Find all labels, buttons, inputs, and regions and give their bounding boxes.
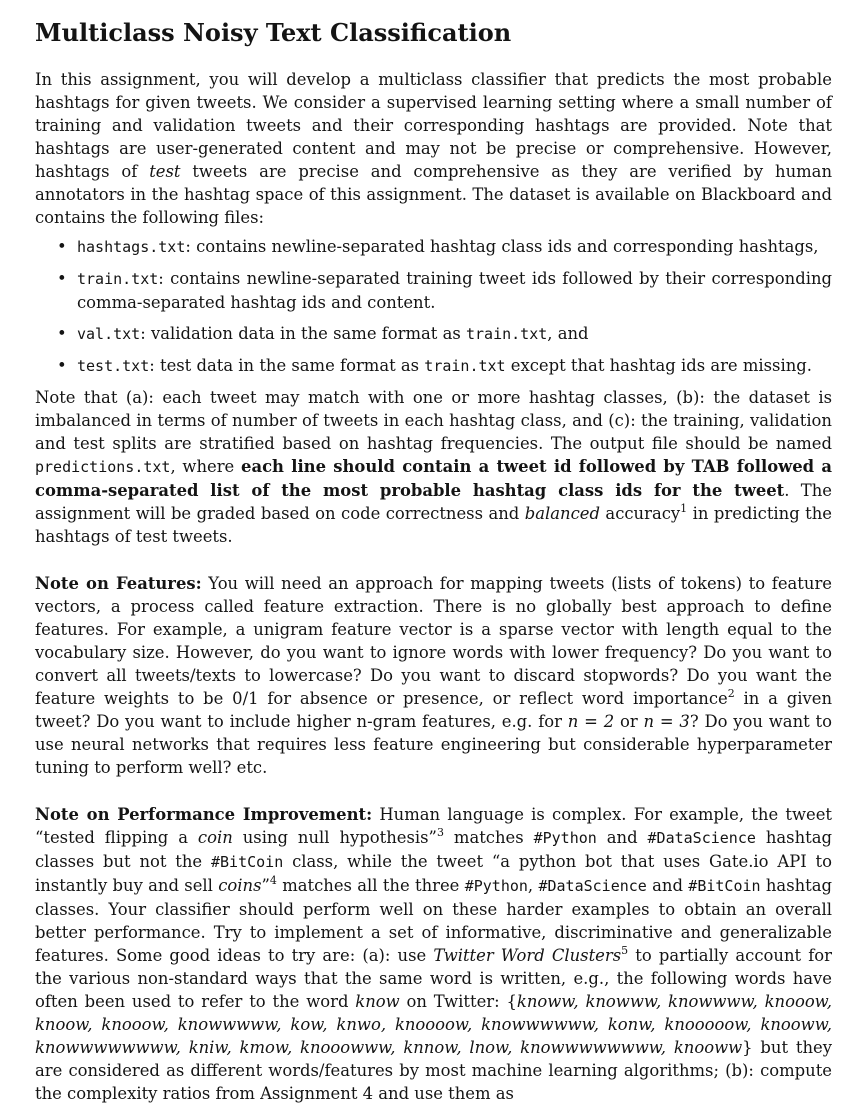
output-note-paragraph: Note that (a): each tweet may match with one or more hashtag classes, (b): the dataset is imbalanced in terms of number of tweets in each hashtag class, and (c): the training, validation and test splits are stratified based on hashtag frequencies. The output file should be named predictions.txt, where each line should contain a tweet id followed by TAB followed a comma-separated list of the most probable hashtag class ids for the tweet. The assignment will be graded based on code correctness and balanced accuracy$^1$ in predicting the hashtags of test tweets. [35, 388, 833, 546]
filename-code: val.txt [77, 325, 141, 343]
output-format-bold: each line should contain a tweet id followed by TAB followed a comma-separated list of the most probable hashtag class ids for the tweet [35, 457, 833, 500]
list-item: • val.txt: validation data in the same format as train.txt, and [77, 322, 832, 346]
hashtag-code: #BitCoin [210, 853, 284, 871]
hashtag-code: #Python [533, 829, 597, 847]
hashtag-code: #DataScience [538, 877, 647, 895]
list-item: • train.txt: contains newline-separated training tweet ids followed by their corresponding comma-separated hashtag ids and content. [77, 267, 832, 314]
coin-emphasis: coin [197, 828, 233, 847]
filename-code: test.txt [77, 357, 150, 375]
footnote-marker[interactable]: 1 [680, 501, 688, 515]
footnote-marker[interactable]: 4 [269, 873, 277, 887]
footnote-marker[interactable]: 3 [436, 825, 444, 839]
word-clusters-emphasis: Twitter Word Clusters [433, 946, 622, 965]
filename-code: predictions.txt [35, 458, 171, 476]
filename-code: train.txt [466, 325, 548, 343]
intro-paragraph: In this assignment, you will develop a multiclass classifier that predicts the most probable hashtags for given tweets. We consider a supervised learning setting where a small number of training and validation tweets and their corresponding hashtags are provided. Note that hashtags are user-generated content and may not be precise or comprehensive. However, hashtags of test tweets are precise and comprehensive as they are verified by human annotators in the hashtag space of this assignment. The dataset is available on Blackboard and contains the following files: [35, 70, 832, 227]
list-item: • hashtags.txt: contains newline-separated hashtag class ids and corresponding hashtags, [77, 235, 832, 259]
footnote-marker[interactable]: 5 [621, 943, 629, 957]
performance-paragraph: Note on Performance Improvement: Human language is complex. For example, the tweet “tested flipping a coin using null hypothesis”$^3$ matches #Python and #DataScience hashtag classes but not the #BitCoin class, while the tweet “a python bot that uses Gate.io API to instantly buy and sell coins”$^4$ matches all the three #Python, #DataScience and #BitCoin hashtag classes. Your classifier should perform well on these harder examples to obtain an overall better performance. Try to implement a set of informative, discriminative and generalizable features. Some good ideas to try are: (a): use Twitter Word Clusters$^5$ to partially account for the various non-standard ways that the same word is written, e.g., the following words have often been used to refer to the word know on Twitter: {knoww, knowww, knowwww, knooow, knoow, knooow, knowwwww, kow, knwo, knoooow, knowwwwww, konw, knooooow, knooww, knowwwwwwww, kniw, kmow, knooowww, knnow, lnow, knowwwwwwww, knooww} but they are considered as different words/features by most machine learning algorithms; (b): compute the complexity ratios from Assignment 4 and use them as [35, 805, 833, 1103]
balanced-emphasis: balanced [524, 504, 600, 523]
filename-code: train.txt [424, 357, 506, 375]
footnote-marker[interactable]: 2 [727, 686, 735, 700]
test-emphasis: test [149, 162, 181, 181]
hashtag-code: #BitCoin [688, 877, 761, 895]
know-emphasis: know [355, 992, 400, 1011]
hashtag-code: #DataScience [647, 829, 756, 847]
features-paragraph: Note on Features: You will need an approach for mapping tweets (lists of tokens) to feature vectors, a process called feature extraction. There is no globally best approach to define features. For example, a unigram feature vector is a sparse vector with length equal to the vocabulary size. However, do you want to ignore words with lower frequency? Do you want to convert all tweets/texts to lowercase? Do you want to discard stopwords? Do you want the feature weights to be 0/1 for absence or presence, or reflect word importance$^2$ in a given tweet? Do you want to include higher n-gram features, e.g. for n = 2 or n = 3? Do you want to use neural networks that requires less feature engineering but considerable hyperparameter tuning to perform well? etc. [35, 574, 832, 777]
file-list [35, 235, 832, 378]
coins-emphasis: coins [218, 876, 262, 895]
performance-heading: Note on Performance Improvement: [35, 805, 373, 824]
hashtag-code: #Python [464, 877, 528, 895]
list-item: • test.txt: test data in the same format as train.txt except that hashtag ids are missing. [77, 354, 832, 378]
filename-code: hashtags.txt [77, 238, 186, 256]
math-expression: n = 2 [567, 712, 615, 731]
filename-code: train.txt [77, 270, 159, 288]
word-variants-emphasis: knoww, knowww, knowwww, knooow, knoow, knooow, knowwwww, kow, knwo, knoooow, knowwwwww, konw, knooooow, knooww, knowwwwwwww, kniw, kmow, knooowww, knnow, lnow, knowwwwwwww, knooww [35, 992, 832, 1057]
math-expression: n = 3 [643, 712, 690, 731]
features-heading: Note on Features: [35, 574, 202, 593]
page-title: Multiclass Noisy Text Classification [35, 18, 512, 47]
